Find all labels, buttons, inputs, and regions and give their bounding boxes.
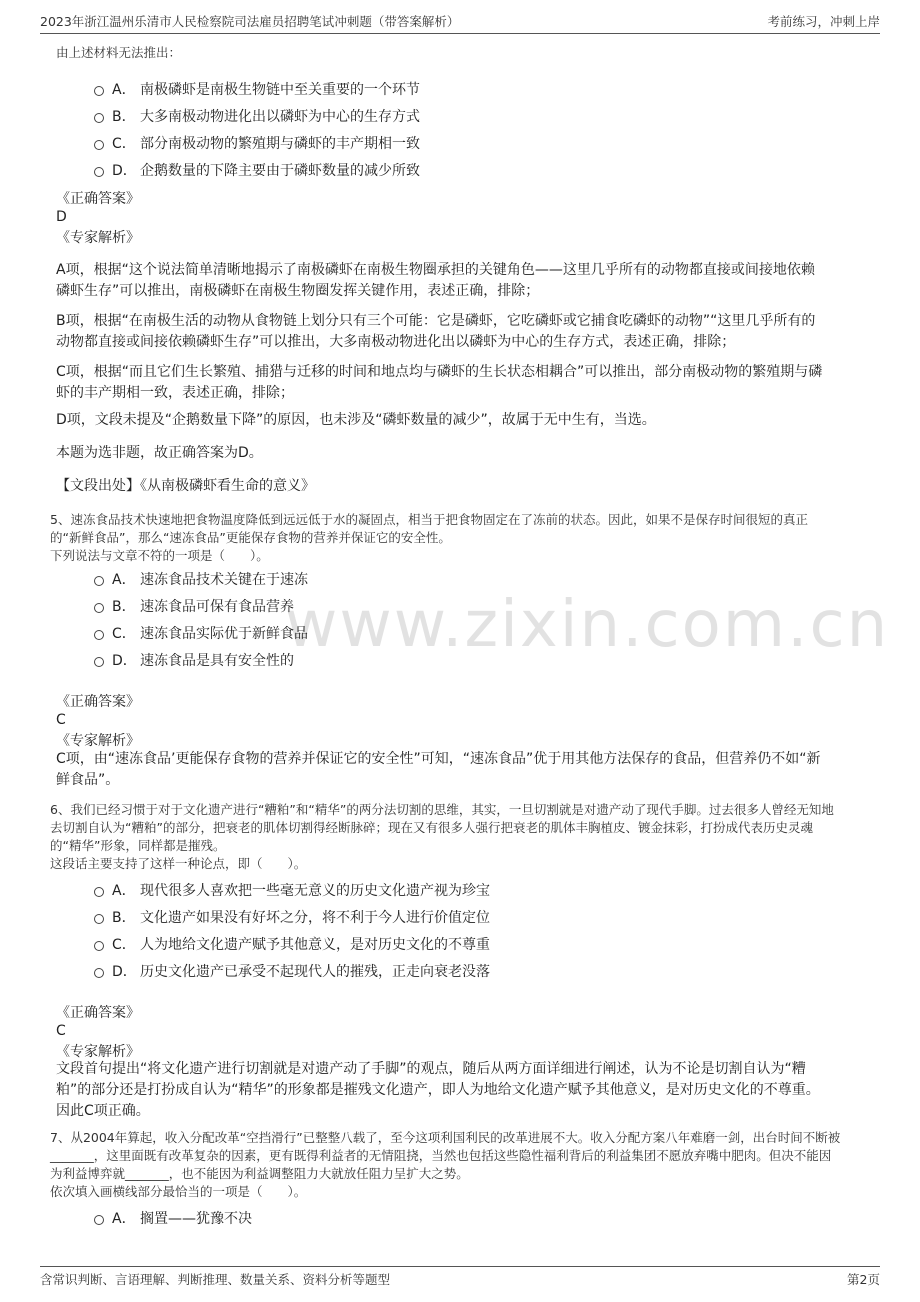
header-title: 2023年浙江温州乐清市人民检察院司法雇员招聘笔试冲刺题（带答案解析） xyxy=(40,14,460,29)
radio-icon[interactable] xyxy=(94,657,104,667)
footer-divider xyxy=(40,1266,880,1267)
q4-analysis-b: B项，根据“在南极生活的动物从食物链上划分只有三个可能：它是磷虾，它吃磷虾或它捕食吃磷虾的动物”“这里几乎所有的 动物都直接或间接依赖磷虾生存”可以推出，大多南极动物进化出以磷虾为中心的生存方式，表述正确，排除； xyxy=(56,313,816,350)
q6-stem: 6、我们已经习惯于对于文化遗产进行“糟粕”和“精华”的两分法切割的思维，其实，一旦切割就是对遗产动了现代手脚。过去很多人曾经无知地 去切割自认为“糟粕”的部分，把衰老的肌体切割得经断脉碎；现在又有很多人强行把衰老的肌体丰胸植皮、镀金抹彩，打扮成代表历史灵魂 的“精华”形象，同样都是摧残。 这段话主要支持了这样一种论点，即（ ）。 xyxy=(50,802,834,871)
page-footer xyxy=(40,1270,880,1290)
footer-note: 含常识判断、言语理解、判断推理、数量关系、资料分析等题型 xyxy=(40,1272,391,1287)
q4-analysis-a: A项，根据“这个说法简单清晰地揭示了南极磷虾在南极生物圈承担的关键角色——这里几乎所有的动物都直接或间接地依赖 磷虾生存”可以推出，南极磷虾在南极生物圈发挥关键作用，表述正确，排除； xyxy=(56,262,815,299)
q6-answer-label: 《正确答案》 xyxy=(56,1005,140,1021)
header-divider xyxy=(40,33,880,34)
q5-option-b[interactable]: B． 速冻食品可保有食品营养 xyxy=(94,597,294,619)
q6-option-c[interactable]: C． 人为地给文化遗产赋予其他意义，是对历史文化的不尊重 xyxy=(94,935,490,957)
q5-answer-label: 《正确答案》 xyxy=(56,694,140,710)
q4-conclusion: 本题为选非题，故正确答案为D。 xyxy=(56,445,263,461)
q4-stem-tail: 由上述材料无法推出： xyxy=(56,45,182,60)
q6-option-d[interactable]: D． 历史文化遗产已承受不起现代人的摧残，正走向衰老没落 xyxy=(94,962,490,984)
radio-icon[interactable] xyxy=(94,968,104,978)
q6-analysis: 文段首句提出“将文化遗产进行切割就是对遗产动了手脚”的观点，随后从两方面详细进行阐述，认为不论是切割自认为“糟 粕”的部分还是打扮成自认为“精华”的形象都是摧残文化遗产，即人为地给文化遗产赋予其他意义，是对历史文化的不尊重。 因此C项正确。 xyxy=(56,1061,820,1119)
radio-icon[interactable] xyxy=(94,630,104,640)
q6-answer: C xyxy=(56,1023,66,1039)
q4-analysis-c: C项，根据“而且它们生长繁殖、捕猎与迁移的时间和地点均与磷虾的生长状态相耦合”可以推出，部分南极动物的繁殖期与磷 虾的丰产期相一致，表述正确，排除； xyxy=(56,364,823,401)
q4-option-a[interactable]: A． 南极磷虾是南极生物链中至关重要的一个环节 xyxy=(94,80,420,102)
q4-answer-label: 《正确答案》 xyxy=(56,191,140,207)
page-number: 第2页 xyxy=(847,1272,880,1287)
q5-option-c[interactable]: C． 速冻食品实际优于新鲜食品 xyxy=(94,624,308,646)
radio-icon[interactable] xyxy=(94,1215,104,1225)
radio-icon[interactable] xyxy=(94,113,104,123)
q4-answer: D xyxy=(56,209,67,225)
q4-analysis-label: 《专家解析》 xyxy=(56,230,140,246)
q4-source: 【文段出处】《从南极磷虾看生命的意义》 xyxy=(56,478,315,494)
q6-option-b[interactable]: B． 文化遗产如果没有好坏之分，将不利于今人进行价值定位 xyxy=(94,908,490,930)
q6-analysis-label: 《专家解析》 xyxy=(56,1044,140,1060)
radio-icon[interactable] xyxy=(94,576,104,586)
watermark: www.zixin.com.cn xyxy=(285,588,890,662)
q4-analysis-d: D项，文段未提及“企鹅数量下降”的原因，也未涉及“磷虾数量的减少”，故属于无中生有，当选。 xyxy=(56,412,656,428)
radio-icon[interactable] xyxy=(94,887,104,897)
radio-icon[interactable] xyxy=(94,603,104,613)
radio-icon[interactable] xyxy=(94,167,104,177)
q6-option-a[interactable]: A． 现代很多人喜欢把一些毫无意义的历史文化遗产视为珍宝 xyxy=(94,881,490,903)
q7-stem: 7、从2004年算起，收入分配改革“空挡滑行”已整整八载了，至今这项利国利民的改革进展不大。收入分配方案八年难磨一剑，出台时间不断被 _______，这里面既有改革复杂的因素，更有既得利益者的无情阻挠，当然也包括这些隐性福利背后的利益集团不愿放弃嘴中肥肉。但决不能因 为利益博弈就_______，也不能因为利益调整阻力大就放任阻力呈扩大之势。 依次填入画横线部分最恰当的一项是（ ）。 xyxy=(50,1130,841,1199)
radio-icon[interactable] xyxy=(94,86,104,96)
header-slogan: 考前练习，冲刺上岸 xyxy=(767,14,880,29)
page-header xyxy=(40,12,880,32)
radio-icon[interactable] xyxy=(94,914,104,924)
radio-icon[interactable] xyxy=(94,140,104,150)
q4-option-c[interactable]: C． 部分南极动物的繁殖期与磷虾的丰产期相一致 xyxy=(94,134,420,156)
q5-analysis-label: 《专家解析》 xyxy=(56,733,140,749)
radio-icon[interactable] xyxy=(94,941,104,951)
q5-option-a[interactable]: A． 速冻食品技术关键在于速冻 xyxy=(94,570,308,592)
q5-analysis: C项，由“速冻食品’更能保存食物的营养并保证它的安全性”可知，“速冻食品”优于用其他方法保存的食品，但营养仍不如“新 鲜食品”。 xyxy=(56,751,821,788)
q5-stem: 5、速冻食品技术快速地把食物温度降低到远远低于水的凝固点，相当于把食物固定在了冻前的状态。因此，如果不是保存时间很短的真正 的“新鲜食品”，那么“速冻食品”更能保存食物的营养并保证它的安全性。 下列说法与文章不符的一项是（ ）。 xyxy=(50,512,808,563)
q5-answer: C xyxy=(56,712,66,728)
q5-option-d[interactable]: D． 速冻食品是具有安全性的 xyxy=(94,651,294,673)
q4-option-b[interactable]: B． 大多南极动物进化出以磷虾为中心的生存方式 xyxy=(94,107,420,129)
q7-option-a[interactable]: A． 搁置——犹豫不决 xyxy=(94,1209,252,1231)
q4-option-d[interactable]: D． 企鹅数量的下降主要由于磷虾数量的减少所致 xyxy=(94,161,420,183)
